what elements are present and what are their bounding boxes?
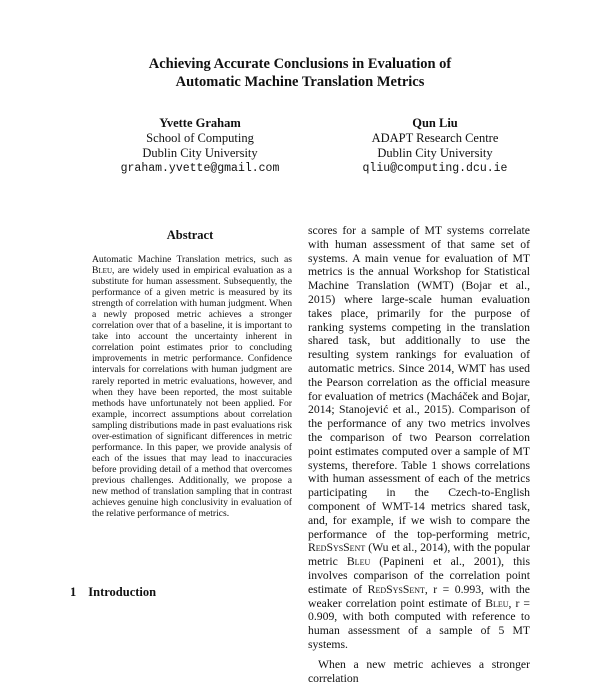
author-email: qliu@computing.dcu.ie [362,162,508,175]
abstract-text: , are widely used in empirical evaluation as a substitute for human assessment. Subsequently, the performance of a given metric is measured by its strength of correlation with human judgment. When a newly proposed metric achieves a stronger correlation over that of a baseline, it is important to take into account the uncertainty inherent in correlation point estimates prior to concluding improvements in metric performance. Confidence intervals for correlations with human judgment are rarely reported in metric evaluations, however, and when they have been reported, the most suitable methods have unfortunately not been applied. For example, incorrect assumptions about correlation sampling distributions made in past evaluations risk over-estimation of significant differences in metric performance. In this paper, we provide analysis of each of the issues that may lead to inaccuracies before providing detail of a method that overcomes previous challenges. Additionally, we propose a new method of translation sampling that in contrast achieves genuine high conclusivity in evaluation of the relative performance of metrics. [92,265,292,520]
body-text: (Wu et al., 2014), with the popular metric [308,541,530,569]
redsyssent-metric-name: RedSysSent [367,582,425,596]
body-text: , r = 0.909, with both computed with reference to human assessment of a sample of 5 MT systems. [308,596,531,651]
author-block-1 [100,116,300,176]
body-text: When a new metric achieves a stronger correlation [308,657,530,685]
body-text: (Papineni et al., 2001), this involves comparison of the correlation point estimate of [308,555,530,596]
author-affiliation: ADAPT Research Centre [371,131,499,145]
paragraph [308,658,530,685]
abstract-body [92,254,292,519]
body-text: , r = 0.993, with the weaker correlation point estimate of [308,582,530,610]
author-block-2 [330,116,540,176]
author-email: graham.yvette@gmail.com [120,162,280,175]
section-heading-introduction [70,585,156,600]
author-institution: Dublin City University [377,146,493,160]
paragraph [308,224,530,652]
bleu-metric-name: Bleu [346,555,371,569]
bleu-metric-name: Bleu [485,596,509,610]
title-line-1: Achieving Accurate Conclusions in Evaluation of [148,56,452,72]
right-column-text [308,224,530,685]
author-name: Yvette Graham [159,116,241,130]
author-name: Qun Liu [412,116,458,130]
paper-title [0,55,600,91]
bleu-metric-name: Bleu [92,265,113,277]
section-title: Introduction [88,585,157,599]
abstract-heading: Abstract [166,228,214,242]
body-text: scores for a sample of MT systems correlate with human assessment of that same set of systems. A main venue for evaluation of MT metrics is the annual Workshop for Statistical Machine Translation (WMT) (Bojar et al., 2015) where large-scale human evaluation takes place, primarily for the purpose of ranking systems competing in the translation shared task, but additionally to use the resulting system rankings for evaluation of automatic metrics. Since 2014, WMT has used the Pearson correlation as the official measure for evaluation of metrics (Macháček and Bojar, 2014; Stanojević et al., 2015). Comparison of the performance of any two metrics involves the comparison of two Pearson correlation point estimates computed over a sample of MT systems, therefore. Table 1 shows correlations with human assessment of each of the metrics participating in the Czech-to-English component of WMT-14 metrics shared task, and, for example, if we wish to compare the performance of the top-performing metric, [308,224,530,541]
abstract-text: Automatic Machine Translation metrics, such as [92,254,292,265]
author-affiliation: School of Computing [146,131,254,145]
section-number: 1 [70,585,77,599]
title-line-2: Automatic Machine Translation Metrics [175,74,425,90]
redsyssent-metric-name: RedSysSent [308,541,366,555]
author-institution: Dublin City University [142,146,258,160]
